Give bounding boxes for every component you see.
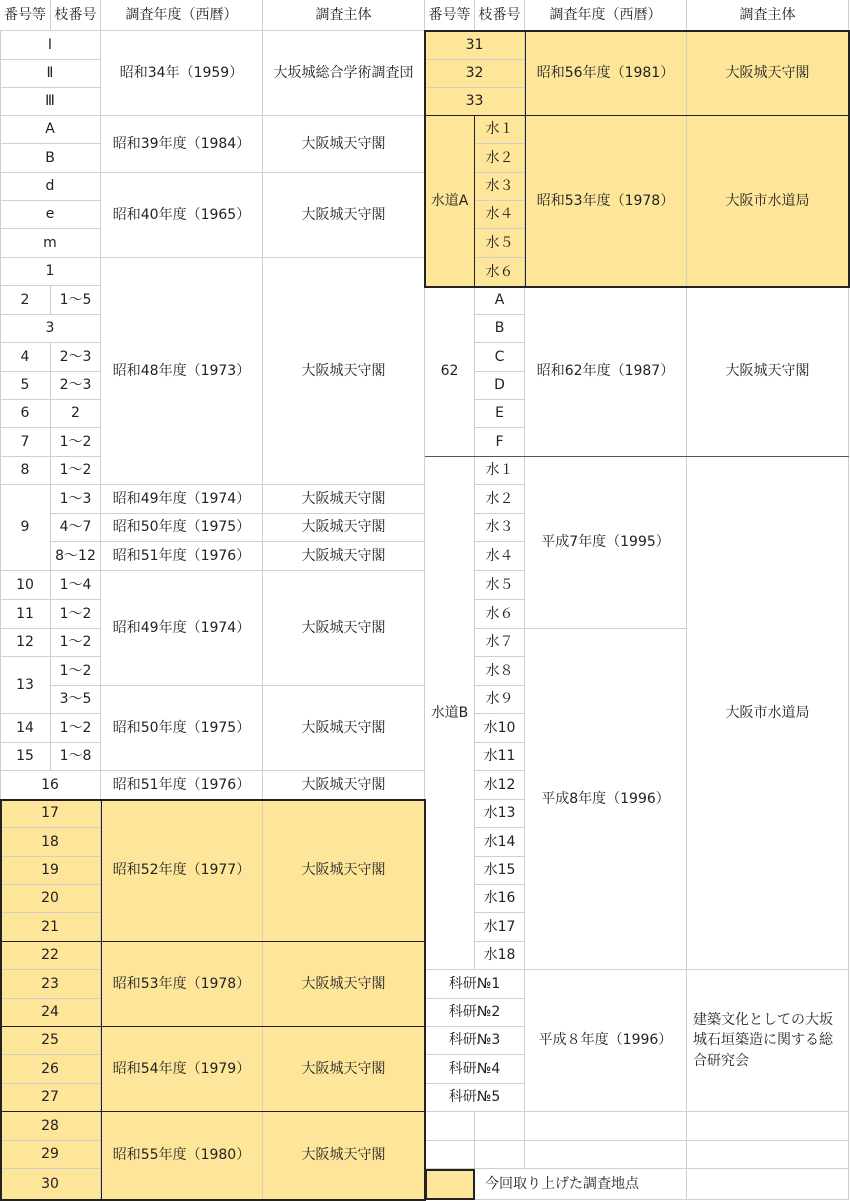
table-cell: 水７ <box>475 629 525 657</box>
table-cell: 1〜8 <box>51 743 101 771</box>
empty-cell <box>687 1141 849 1169</box>
table-cell-highlighted: 18 <box>0 828 101 857</box>
table-cell: 平成8年度（1996） <box>525 629 687 970</box>
header-number: 番号等 <box>0 0 51 31</box>
table-cell: 5 <box>0 372 51 400</box>
table-cell: 1〜3 <box>51 485 101 514</box>
table-cell: 昭和50年度（1975） <box>101 514 263 542</box>
table-cell: 62 <box>425 287 475 457</box>
table-cell: 大阪城天守閣 <box>687 287 849 457</box>
table-cell: 水14 <box>475 828 525 857</box>
table-cell: 8 <box>0 457 51 485</box>
table-cell-highlighted: 水道A <box>425 116 475 287</box>
table-cell-highlighted: 大阪城天守閣 <box>687 31 849 116</box>
table-cell: 昭和34年（1959） <box>101 31 263 116</box>
table-cell-highlighted: 31 <box>425 31 525 60</box>
table-cell: 大阪城天守閣 <box>263 173 425 258</box>
table-cell-highlighted: 32 <box>425 60 525 88</box>
table-cell: 1〜4 <box>51 571 101 600</box>
table-cell: e <box>0 201 101 229</box>
table-cell-highlighted: 水３ <box>475 173 525 201</box>
table-cell: 1〜2 <box>51 657 101 686</box>
empty-cell <box>525 1141 687 1169</box>
table-cell: 3 <box>0 315 101 343</box>
table-cell: 大阪城天守閣 <box>263 771 425 800</box>
table-cell: E <box>475 400 525 428</box>
table-cell-highlighted: 19 <box>0 857 101 885</box>
table-cell: 昭和50年度（1975） <box>101 686 263 771</box>
table-cell-highlighted: 30 <box>0 1169 101 1200</box>
header-branch: 枝番号 <box>51 0 101 31</box>
table-cell-highlighted: 大阪城天守閣 <box>263 942 425 1027</box>
table-cell-highlighted: 昭和55年度（1980） <box>101 1112 263 1200</box>
table-cell: 水18 <box>475 942 525 970</box>
group-divider <box>0 1026 425 1027</box>
table-cell: 水11 <box>475 743 525 771</box>
table-cell-highlighted: 大阪城天守閣 <box>263 1027 425 1112</box>
table-cell: F <box>475 428 525 457</box>
table-cell: 水17 <box>475 913 525 942</box>
header-year: 調査年度（西暦） <box>101 0 263 31</box>
table-cell: m <box>0 229 101 258</box>
table-cell: B <box>0 144 101 173</box>
table-cell: 大阪城天守閣 <box>263 258 425 485</box>
table-cell: 水12 <box>475 771 525 800</box>
empty-cell <box>425 1141 475 1169</box>
table-cell: 7 <box>0 428 51 457</box>
table-cell: 15 <box>0 743 51 771</box>
legend-label: 今回取り上げた調査地点 <box>475 1169 687 1200</box>
table-cell: 昭和48年度（1973） <box>101 258 263 485</box>
table-cell: 大阪城天守閣 <box>263 542 425 571</box>
table-cell-highlighted: 昭和53年度（1978） <box>101 942 263 1027</box>
header-number: 番号等 <box>425 0 475 31</box>
table-cell: 昭和49年度（1974） <box>101 571 263 686</box>
table-cell: 昭和40年度（1965） <box>101 173 263 258</box>
table-cell: 科研№2 <box>425 999 525 1027</box>
table-cell: 水８ <box>475 657 525 686</box>
table-cell: 4〜7 <box>51 514 101 542</box>
table-cell: 昭和51年度（1976） <box>101 771 263 800</box>
table-cell: 2 <box>0 286 51 315</box>
table-cell-highlighted: 26 <box>0 1055 101 1084</box>
table-cell: 大阪城天守閣 <box>263 686 425 771</box>
table-cell: 科研№3 <box>425 1027 525 1055</box>
table-cell-highlighted: 24 <box>0 999 101 1027</box>
table-cell: 3〜5 <box>51 686 101 714</box>
table-cell-highlighted: 29 <box>0 1141 101 1169</box>
table-cell: d <box>0 173 101 201</box>
table-cell: Ⅲ <box>0 88 101 116</box>
table-cell: 大阪城天守閣 <box>263 514 425 542</box>
table-cell: 9 <box>0 485 51 571</box>
table-cell: 14 <box>0 714 51 743</box>
table-cell-highlighted: 23 <box>0 970 101 999</box>
table-cell: 4 <box>0 343 51 372</box>
table-cell: 水５ <box>475 571 525 600</box>
table-cell: 6 <box>0 400 51 428</box>
table-cell-highlighted: 水２ <box>475 144 525 173</box>
table-cell: 12 <box>0 629 51 657</box>
table-cell-highlighted: 27 <box>0 1084 101 1112</box>
table-cell: 水道B <box>425 457 475 970</box>
group-divider <box>425 115 849 116</box>
table-cell: 2〜3 <box>51 372 101 400</box>
group-divider <box>525 31 526 287</box>
table-cell: 2〜3 <box>51 343 101 372</box>
table-cell: 水３ <box>475 514 525 542</box>
table-cell: 平成８年度（1996） <box>525 970 687 1112</box>
table-cell: 水10 <box>475 714 525 743</box>
table-cell: 水16 <box>475 885 525 913</box>
empty-cell <box>525 1112 687 1141</box>
table-cell-highlighted: 28 <box>0 1112 101 1141</box>
table-cell: 1 <box>0 258 101 286</box>
table-cell: 2 <box>51 400 101 428</box>
legend-swatch <box>425 1169 475 1200</box>
table-cell: A <box>475 287 525 315</box>
header-year: 調査年度（西暦） <box>525 0 687 31</box>
table-cell-highlighted: 22 <box>0 942 101 970</box>
table-cell-highlighted: 21 <box>0 913 101 942</box>
table-cell: 水13 <box>475 800 525 828</box>
table-cell-highlighted: 大阪市水道局 <box>687 116 849 287</box>
table-cell: 昭和39年度（1984） <box>101 116 263 173</box>
table-cell: 大阪城天守閣 <box>263 116 425 173</box>
table-cell-highlighted: 33 <box>425 88 525 116</box>
group-divider <box>0 1111 425 1112</box>
table-cell: 科研№5 <box>425 1084 525 1112</box>
table-cell-highlighted: 17 <box>0 800 101 828</box>
group-divider <box>474 116 475 287</box>
empty-cell <box>425 1112 475 1141</box>
group-divider <box>425 456 849 457</box>
header-branch: 枝番号 <box>475 0 525 31</box>
table-cell: B <box>475 315 525 343</box>
table-cell-highlighted: 昭和54年度（1979） <box>101 1027 263 1112</box>
table-cell: 1〜2 <box>51 600 101 629</box>
table-cell: 科研№1 <box>425 970 525 999</box>
table-cell: 水６ <box>475 600 525 629</box>
table-cell: 建築文化としての大坂城石垣築造に関する総合研究会 <box>687 970 849 1112</box>
table-cell: 水15 <box>475 857 525 885</box>
table-cell: 1〜2 <box>51 629 101 657</box>
table-cell: 1〜5 <box>51 286 101 315</box>
table-cell: D <box>475 372 525 400</box>
table-cell-highlighted: 大阪城天守閣 <box>263 800 425 942</box>
table-cell: 大阪城天守閣 <box>263 485 425 514</box>
group-divider <box>0 941 425 942</box>
table-cell-highlighted: 昭和52年度（1977） <box>101 800 263 942</box>
group-divider <box>101 800 102 1200</box>
table-cell: Ⅱ <box>0 60 101 88</box>
empty-cell <box>475 1112 525 1141</box>
table-cell: 水１ <box>475 457 525 485</box>
table-cell: 水４ <box>475 542 525 571</box>
table-cell-highlighted: 25 <box>0 1027 101 1055</box>
table-cell: 昭和51年度（1976） <box>101 542 263 571</box>
table-cell: 水２ <box>475 485 525 514</box>
table-cell-highlighted: 水５ <box>475 229 525 258</box>
table-cell: 16 <box>0 771 101 800</box>
table-cell: 大坂城総合学術調査団 <box>263 31 425 116</box>
table-cell: A <box>0 116 101 144</box>
empty-cell <box>687 1169 849 1200</box>
table-cell: 13 <box>0 657 51 714</box>
table-cell: 昭和49年度（1974） <box>101 485 263 514</box>
table-cell-highlighted: 20 <box>0 885 101 913</box>
table-cell: 1〜2 <box>51 428 101 457</box>
table-cell: 水９ <box>475 686 525 714</box>
table-cell: 8〜12 <box>51 542 101 571</box>
table-cell-highlighted: 水４ <box>475 201 525 229</box>
table-cell: C <box>475 343 525 372</box>
table-cell: 11 <box>0 600 51 629</box>
header-body: 調査主体 <box>687 0 849 31</box>
table-cell-highlighted: 水６ <box>475 258 525 287</box>
table-cell-highlighted: 昭和53年度（1978） <box>525 116 687 287</box>
table-cell: 10 <box>0 571 51 600</box>
header-body: 調査主体 <box>263 0 425 31</box>
table-cell: 大阪城天守閣 <box>263 571 425 686</box>
table-cell: 大阪市水道局 <box>687 457 849 970</box>
table-cell: 1〜2 <box>51 714 101 743</box>
table-cell-highlighted: 水１ <box>475 116 525 144</box>
table-cell: 科研№4 <box>425 1055 525 1084</box>
table-cell-highlighted: 大阪城天守閣 <box>263 1112 425 1200</box>
table-cell: Ⅰ <box>0 31 101 60</box>
table-cell: 1〜2 <box>51 457 101 485</box>
table-cell: 平成7年度（1995） <box>525 457 687 629</box>
empty-cell <box>475 1141 525 1169</box>
table-cell: 昭和62年度（1987） <box>525 287 687 457</box>
empty-cell <box>687 1112 849 1141</box>
table-cell-highlighted: 昭和56年度（1981） <box>525 31 687 116</box>
